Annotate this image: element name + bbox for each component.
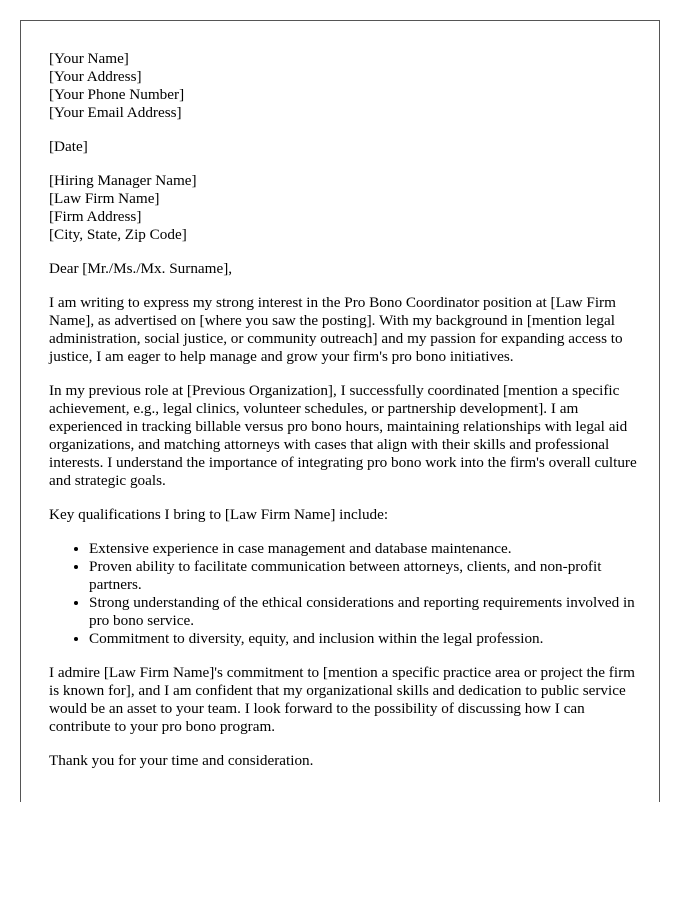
sender-address: [Your Address]: [49, 68, 142, 85]
recipient-city: [City, State, Zip Code]: [49, 226, 187, 243]
list-item: • Extensive experience in case management and database maintenance.: [89, 540, 639, 558]
salutation: Dear [Mr./Ms./Mx. Surname],: [49, 260, 233, 277]
qualifications-intro: Key qualifications I bring to [Law Firm Name] include:: [49, 506, 389, 523]
letter-content: [49, 50, 639, 786]
recipient-name: [Hiring Manager Name]: [49, 172, 197, 189]
sender-block: [49, 50, 639, 122]
qualifications-list: [49, 540, 639, 648]
recipient-firm: [Law Firm Name]: [49, 190, 160, 207]
intro-paragraph: I am writing to express my strong interest in the Pro Bono Coordinator position at [Law Firm Name], as advertised on [where you saw the posting]. With my background in [mention legal administration, social justice, or community outreach] and my passion for expanding access to justice, I am eager to help manage and grow your firm's pro bono initiatives.: [49, 294, 623, 365]
list-item: • Strong understanding of the ethical considerations and reporting requirements involved in pro bono service.: [89, 594, 639, 630]
sender-name: [Your Name]: [49, 50, 129, 67]
closing-paragraph: I admire [Law Firm Name]'s commitment to [mention a specific practice area or project the firm is known for], and I am confident that my organizational skills and dedication to public service would be an asset to your team. I look forward to the possibility of discussing how I can contribute to your pro bono program.: [49, 664, 635, 735]
recipient-block: [49, 172, 639, 244]
recipient-address: [Firm Address]: [49, 208, 142, 225]
letter-page: [20, 20, 660, 802]
sender-email: [Your Email Address]: [49, 104, 182, 121]
date-block: [49, 138, 639, 156]
list-item: • Commitment to diversity, equity, and inclusion within the legal profession.: [89, 630, 639, 648]
list-item: • Proven ability to facilitate communication between attorneys, clients, and non-profit partners.: [89, 558, 639, 594]
sender-phone: [Your Phone Number]: [49, 86, 185, 103]
letter-date: [Date]: [49, 138, 88, 155]
experience-paragraph: In my previous role at [Previous Organization], I successfully coordinated [mention a specific achievement, e.g., legal clinics, volunteer schedules, or partnership development]. I am experienced in tracking billable versus pro bono hours, maintaining relationships with legal aid organizations, and matching attorneys with cases that align with their skills and professional interests. I understand the importance of integrating pro bono work into the firm's overall culture and strategic goals.: [49, 382, 637, 489]
thanks-paragraph: Thank you for your time and consideration.: [49, 752, 314, 769]
